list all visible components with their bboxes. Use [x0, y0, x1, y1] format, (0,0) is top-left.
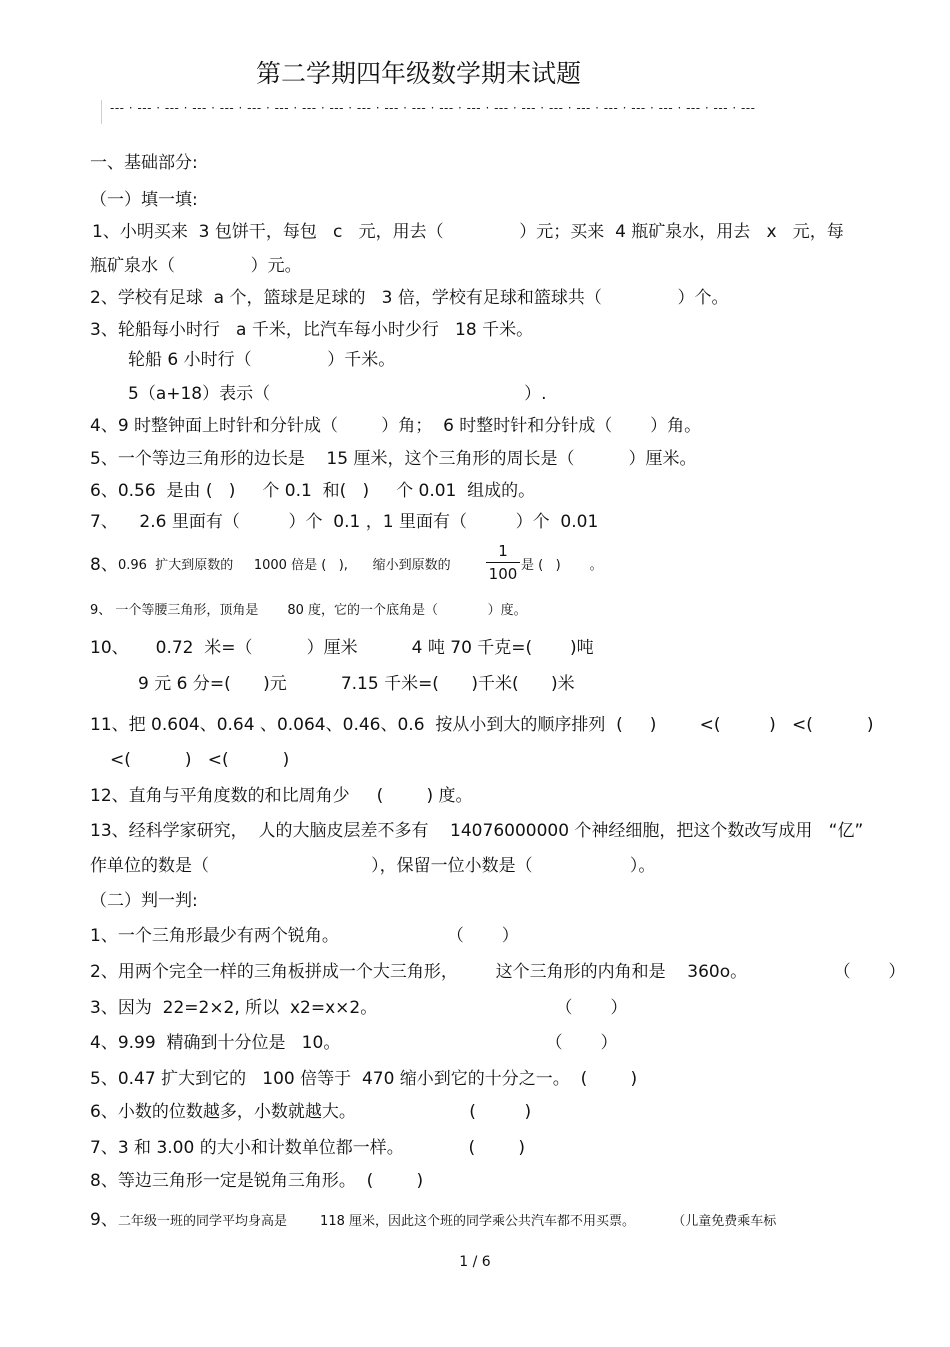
judge-3: 3、因为 22=2×2, 所以 x2=x×2。 （ ） [90, 998, 628, 1018]
judge-2: 2、用两个完全一样的三角板拼成一个大三角形， 这个三角形的内角和是 360o。 （ ） [90, 962, 906, 982]
part-heading-judge: （二）判一判: [90, 891, 198, 911]
question-8-number: 8、 [90, 555, 118, 575]
page-number: 1 / 6 [459, 1254, 491, 1270]
question-1-line-2: 瓶矿泉水（ ）元。 [90, 256, 302, 276]
fraction-denominator: 100 [488, 565, 518, 583]
question-13-line-2: 作单位的数是（ ），保留一位小数是（ ）。 [90, 856, 656, 876]
question-7: 7、 2.6 里面有（ ）个 0.1 ，1 里面有（ ）个 0.01 [90, 512, 599, 532]
question-6: 6、0.56 是由 ( ) 个 0.1 和( ) 个 0.01 组成的。 [90, 481, 536, 501]
question-8-tail: 是 ( ) 。 [521, 558, 603, 573]
judge-8: 8、等边三角形一定是锐角三角形。 ( ) [90, 1171, 424, 1191]
question-5: 5、一个等边三角形的边长是 15 厘米，这个三角形的周长是（ ）厘米。 [90, 449, 697, 469]
judge-6: 6、小数的位数越多，小数就越大。 ( ) [90, 1102, 532, 1122]
question-12: 12、直角与平角度数的和比周角少 ( ) 度。 [90, 786, 473, 806]
fraction-bar [486, 562, 520, 563]
judge-4: 4、9.99 精确到十分位是 10。 （ ） [90, 1033, 618, 1053]
judge-1: 1、一个三角形最少有两个锐角。 （ ） [90, 926, 519, 946]
judge-5: 5、0.47 扩大到它的 100 倍等于 470 缩小到它的十分之一。 ( ) [90, 1069, 638, 1089]
fraction-numerator: 1 [498, 542, 508, 560]
judge-9-text: 二年级一班的同学平均身高是 118 厘米，因此这个班的同学乘公共汽车都不用买票。 （儿童免费乘车标 [118, 1214, 777, 1229]
page-title: 第二学期四年级数学期末试题 [256, 59, 582, 88]
question-8-text: 0.96 扩大到原数的 1000 倍是 ( ), 缩小到原数的 [118, 558, 451, 573]
header-left-rule [101, 100, 102, 124]
section-heading-basic: 一、基础部分: [90, 153, 198, 173]
question-10-line-1: 10、 0.72 米=（ ）厘米 4 吨 70 千克=( )吨 [90, 638, 594, 658]
question-11-line-1: 11、把 0.604、0.64 、0.064、0.46、0.6 按从小到大的顺序排列 ( ) <( ) <( ) [90, 715, 874, 735]
question-4: 4、9 时整钟面上时针和分针成（ ）角； 6 时整时针和分针成（ ）角。 [90, 416, 702, 436]
question-9: 9、 一个等腰三角形，顶角是 80 度，它的一个底角是（ ）度。 [90, 603, 527, 618]
question-3-part-b: 5（a+18）表示（ ）. [128, 384, 547, 404]
question-2: 2、学校有足球 a 个，篮球是足球的 3 倍，学校有足球和篮球共（ ）个。 [90, 288, 729, 308]
question-10-line-2: 9 元 6 分=( )元 7.15 千米=( )千米( )米 [138, 674, 575, 694]
judge-7: 7、3 和 3.00 的大小和计数单位都一样。 ( ) [90, 1138, 526, 1158]
question-1-line-1: 1、小明买来 3 包饼干，每包 c 元，用去（ ）元；买来 4 瓶矿泉水，用去 x 元，每 [92, 222, 844, 242]
header-dash-line: --- · --- · --- · --- · --- · --- · --- · --- · --- · --- · --- · --- · --- · --- · --- · --- · --- · --- · --- · --- · --- · --- · --- · --- [110, 101, 756, 115]
judge-9-number: 9、 [90, 1210, 118, 1230]
question-11-line-2: <( ) <( ) [110, 750, 290, 770]
part-heading-fill: （一）填一填: [90, 190, 198, 210]
question-3-part-a: 轮船 6 小时行（ ）千米。 [128, 350, 396, 370]
fraction-one-hundredth [486, 542, 520, 583]
question-13-line-1: 13、经科学家研究， 人的大脑皮层差不多有 14076000000 个神经细胞，把这个数改写成用 “亿” [90, 821, 864, 841]
question-3: 3、轮船每小时行 a 千米，比汽车每小时少行 18 千米。 [90, 320, 534, 340]
